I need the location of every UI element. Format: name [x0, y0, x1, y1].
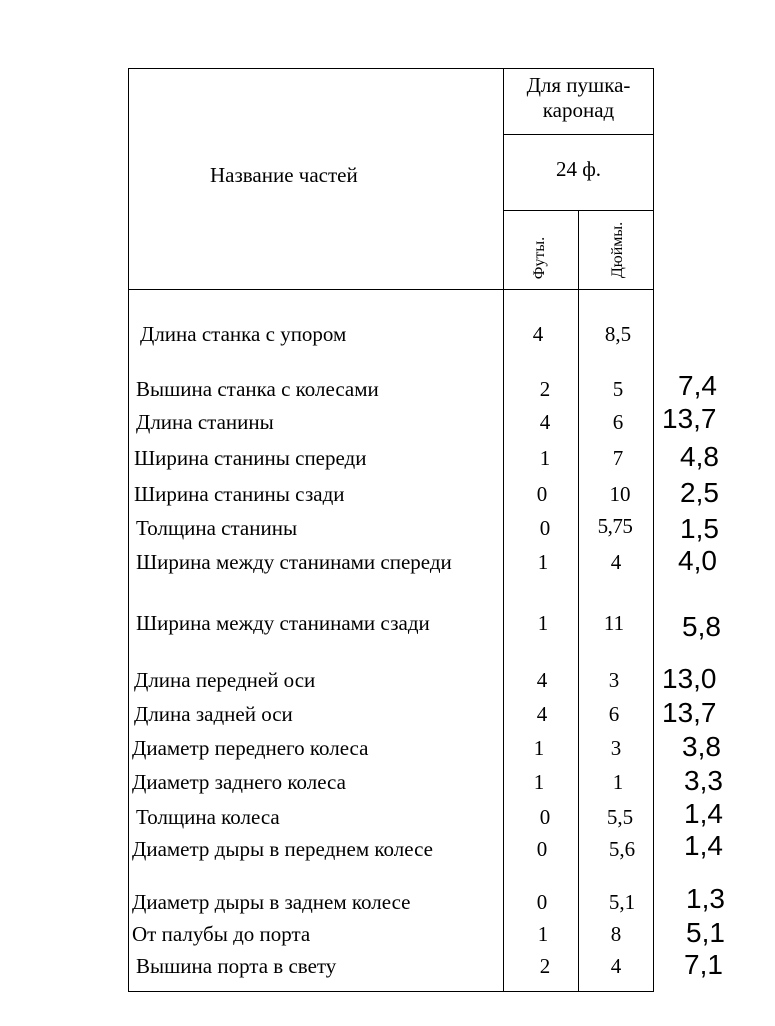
feet-inches-divider: [578, 210, 579, 992]
row-feet: 2: [539, 954, 551, 978]
table-bottom-border: [128, 991, 654, 992]
row-inches: 11: [603, 611, 625, 635]
table-top-border: [128, 68, 654, 69]
row-extra: 5,8: [682, 611, 721, 642]
row-extra: 13,7: [662, 403, 717, 434]
header-calibre: 24 ф.: [555, 157, 602, 181]
row-feet: 0: [536, 482, 548, 506]
row-inches: 6: [612, 410, 624, 434]
header-carronade-title: Для пушка- каронад: [526, 73, 631, 122]
row-name: Толщина колеса: [136, 805, 280, 829]
row-name: Вышина порта в свету: [136, 954, 337, 978]
row-inches: 5,5: [606, 805, 634, 829]
row-extra: 13,0: [662, 663, 717, 694]
row-feet: 0: [536, 837, 548, 861]
row-feet: 4: [532, 322, 544, 346]
header-bottom-border: [128, 289, 654, 290]
row-extra: 1,4: [684, 830, 723, 861]
row-name: Длина станины: [136, 410, 274, 434]
row-extra: 13,7: [662, 697, 717, 728]
row-extra: 3,3: [684, 765, 723, 796]
row-name: Толщина станины: [136, 516, 298, 540]
row-extra: 4,8: [680, 441, 719, 472]
row-extra: 1,4: [684, 798, 723, 829]
row-name: Длина передней оси: [134, 668, 316, 692]
row-feet: 1: [539, 446, 551, 470]
row-feet: 4: [539, 410, 551, 434]
row-extra: 2,5: [680, 477, 719, 508]
row-name: Длина задней оси: [134, 702, 293, 726]
row-extra: 3,8: [682, 731, 721, 762]
name-column-divider: [503, 68, 504, 992]
row-extra: 7,4: [678, 370, 717, 401]
row-inches: 8: [610, 922, 622, 946]
row-name: Вышина станка с колесами: [136, 377, 379, 401]
header-name-of-parts: Название частей: [210, 163, 358, 187]
row-name: Диаметр дыры в переднем колесе: [132, 837, 433, 861]
row-inches: 5,1: [608, 890, 636, 914]
row-feet: 1: [537, 611, 549, 635]
row-feet: 1: [533, 736, 545, 760]
row-name: Ширина между станинами сзади: [136, 611, 430, 635]
table-right-border: [653, 68, 654, 992]
row-feet: 0: [539, 516, 551, 540]
row-feet: 0: [539, 805, 551, 829]
row-inches: 4: [610, 954, 622, 978]
row-name: Ширина станины сзади: [134, 482, 345, 506]
header-inches: Дюймы.: [609, 221, 626, 279]
row-inches: 5,75: [597, 514, 633, 538]
row-inches: 5,6: [608, 837, 636, 861]
row-inches: 4: [610, 550, 622, 574]
row-name: Ширина станины спереди: [134, 446, 367, 470]
row-name: Ширина между станинами спереди: [136, 550, 452, 574]
row-inches: 10: [609, 482, 631, 506]
row-feet: 2: [539, 377, 551, 401]
row-name: Длина станка с упором: [140, 322, 347, 346]
row-feet: 1: [533, 770, 545, 794]
row-name: Диаметр дыры в заднем колесе: [132, 890, 411, 914]
row-feet: 0: [536, 890, 548, 914]
row-feet: 1: [537, 550, 549, 574]
row-inches: 5: [612, 377, 624, 401]
row-inches: 3: [608, 668, 620, 692]
row-name: Диаметр заднего колеса: [132, 770, 346, 794]
row-inches: 3: [610, 736, 622, 760]
row-name: Диаметр переднего колеса: [132, 736, 369, 760]
row-feet: 4: [536, 668, 548, 692]
row-inches: 1: [612, 770, 624, 794]
row-extra: 1,5: [680, 513, 719, 544]
row-extra: 4,0: [678, 545, 717, 576]
row-inches: 7: [612, 446, 624, 470]
row-extra: 5,1: [686, 917, 725, 948]
row-extra: 1,3: [686, 883, 725, 914]
row-feet: 1: [537, 922, 549, 946]
header-feet: Футы.: [531, 236, 548, 280]
row-inches: 8,5: [604, 322, 632, 346]
header-divider-1: [503, 134, 654, 135]
header-divider-2: [503, 210, 654, 211]
row-inches: 6: [608, 702, 620, 726]
row-extra: 7,1: [684, 949, 723, 980]
table-left-border: [128, 68, 129, 992]
row-name: От палубы до порта: [132, 922, 311, 946]
row-feet: 4: [536, 702, 548, 726]
